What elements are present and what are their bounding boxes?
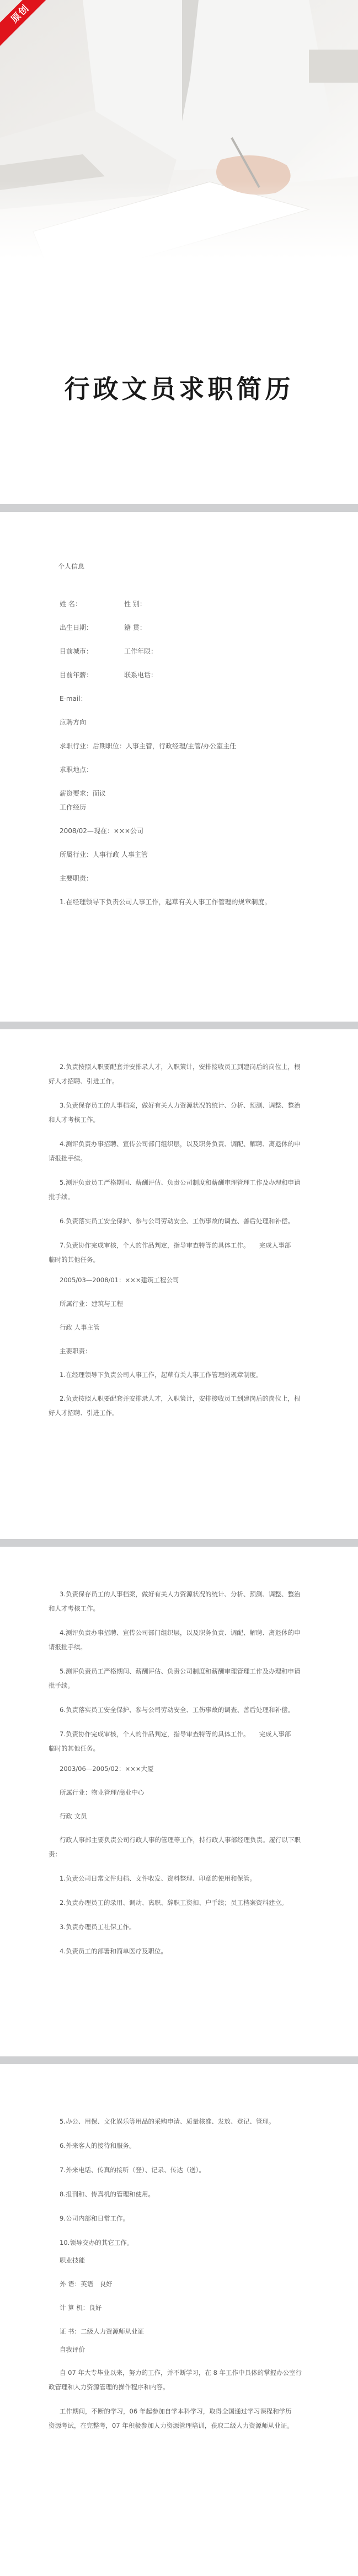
duty-line: 2.负责办理员工的录用、调动、离职、辞职工资扣、户手续；员工档案资料建立。 <box>60 1899 288 1907</box>
duty-line: 请报批手续。 <box>49 1643 87 1651</box>
cover-photo <box>0 0 358 259</box>
self-eval-line: 自 07 年大专毕业以来，努力的工作，并不断学习，在 8 年工作中具体的掌握办公室行 <box>60 2369 302 2377</box>
duty-line: 6.外来客人的接待和服务。 <box>60 2142 136 2150</box>
duty-line: 8.报刊和、传真机的管理和使用。 <box>60 2190 154 2198</box>
duty-line: 3.负责保存员工的人事档案，做好有关人力资源状况的统计、分析、预测、调整、整治 <box>60 1590 301 1598</box>
self-eval-section: 自我评价 <box>60 2346 85 2353</box>
job3-industry: 所属行业：物业管理/商业中心 <box>60 1789 145 1796</box>
duty-line: 4.测评负责办事招聘、宣传公司部门组织层，以及职务负责、调配、解聘、离退休的申 <box>60 1629 301 1637</box>
page-separator <box>0 504 358 512</box>
job2-duties-label: 主要职责： <box>60 1347 92 1355</box>
work-section: 工作经历 <box>60 803 87 811</box>
native-label: 籍 贯： <box>124 624 146 631</box>
section-personal-info: 个人信息 <box>58 563 85 570</box>
experience-label: 工作年限： <box>124 647 158 655</box>
job1-duty: 1.在经理领导下负责公司人事工作，起草有关人事工作管理的规章制度。 <box>60 898 271 906</box>
original-badge: 原创 <box>0 0 56 49</box>
location2: 求职地点： <box>60 766 93 774</box>
duty-line: 6.负责落实员工安全保护、参与公司劳动安全、工伤事故的调查、善后处理和补偿。 <box>60 1217 294 1225</box>
duty-line: 好人才招聘、引进工作。 <box>49 1077 119 1085</box>
duty-line: 4.负责员工的部署和简单医疗及职位。 <box>60 1947 167 1955</box>
duty-line: 5.测评负责员工严格期间、薪酬评估、负责公司制度和薪酬审理管理工作及办理和申请 <box>60 1179 301 1186</box>
job2-title: 行政 人事主管 <box>60 1324 100 1331</box>
skill-language: 外 语：英语 良好 <box>60 2280 113 2288</box>
resume-page-4 <box>0 2064 358 2576</box>
duty-line: 好人才招聘、引进工作。 <box>49 1409 119 1417</box>
self-eval-line: 工作期间，不断的学习，06 年起参加自学本科学习，取得全国通过学习课程和学历 <box>60 2407 292 2415</box>
job2-period: 2005/03—2008/01：×××建筑工程公司 <box>60 1276 179 1284</box>
duty-line: 请报批手续。 <box>49 1154 87 1162</box>
name-label: 姓 名： <box>60 600 82 608</box>
page-separator <box>0 1022 358 1029</box>
self-eval-line: 政管理和人力资源管理的操作程序和内容。 <box>49 2383 169 2391</box>
phone-label: 联系电话： <box>124 671 158 679</box>
duty-line: 1.负责公司日常文件归档、文件收发、资料整理、印章的使用和保管。 <box>60 1875 256 1882</box>
duty-line: 批手续。 <box>49 1682 74 1689</box>
duty-line: 6.负责落实员工安全保护、参与公司劳动安全、工伤事故的调查、善后处理和补偿。 <box>60 1706 294 1714</box>
duty-line: 9.公司内部和日常工作。 <box>60 2215 129 2222</box>
duty-line: 3.负责保存员工的人事档案，做好有关人力资源状况的统计、分析、预测、调整、整治 <box>60 1101 301 1109</box>
email-label: E-mail： <box>60 695 87 703</box>
duty-line: 和人才考核工作。 <box>49 1116 99 1124</box>
job3-title: 行政 文员 <box>60 1812 87 1820</box>
duty-line: 7.负责协作完成审核，个人的作品判定，指导审查特等的具体工作。 完成人事部 <box>60 1241 291 1249</box>
duty-line: 临时的其他任务。 <box>49 1745 99 1752</box>
cover-title: 行政文员求职简历 <box>64 374 294 404</box>
duty-line: 10.领导交办的其它工作。 <box>60 2239 133 2246</box>
job1-duties-label: 主要职责： <box>60 874 93 882</box>
self-eval-line: 资源考试，在完整考，07 年积极参加人力资源管理培训，获取二级人力资源师从业证。 <box>49 2422 293 2429</box>
skill-computer: 计 算 机：良好 <box>60 2304 102 2312</box>
resume-page-3 <box>0 1547 358 2056</box>
page-separator <box>0 1539 358 1547</box>
cover-page <box>0 0 358 504</box>
duty-line: 5.测评负责员工严格期间、薪酬评估、负责公司制度和薪酬审理管理工作及办理和申请 <box>60 1667 301 1675</box>
duty-line: 批手续。 <box>49 1193 74 1201</box>
birth-label: 出生日期： <box>60 624 93 631</box>
duty-line: 1.在经理领导下负责公司人事工作，起草有关人事工作管理的规章制度。 <box>60 1371 263 1379</box>
intent-section: 应聘方向 <box>60 719 87 726</box>
job1-period: 2008/02—现在：×××公司 <box>60 827 144 835</box>
job3-desc: 行政人事部主要负责公司行政人事的管理等工作，持行政人事部经理负责。履行以下职 <box>60 1836 301 1844</box>
duty-line: 3.负责办理员工社保工作。 <box>60 1923 136 1931</box>
duty-line: 临时的其他任务。 <box>49 1256 99 1263</box>
duty-line: 和人才考核工作。 <box>49 1605 99 1612</box>
job2-industry: 所属行业：建筑与工程 <box>60 1300 123 1308</box>
salary-requirement: 薪资要求：面议 <box>60 790 106 797</box>
skill-certificate: 证 书：二级人力资源师从业证 <box>60 2327 145 2335</box>
duty-line: 4.测评负责办事招聘、宣传公司部门组织层，以及职务负责、调配、解聘、离退休的申 <box>60 1140 301 1148</box>
resume-page-1 <box>0 512 358 1022</box>
duty-line: 7.外来电话、传真的接听（登）、记录、传达（送）。 <box>60 2166 205 2174</box>
salary-label: 目前年薪： <box>60 671 93 679</box>
duty-line: 5.办公、用保、文化娱乐等用品的采购申请、质量核准、发放、登记、管理。 <box>60 2118 275 2125</box>
job3-desc: 责： <box>49 1850 61 1858</box>
job1-dept: 所属行业：人事行政 人事主管 <box>60 851 148 858</box>
duty-line: 2.负责按照人职要配套并安排录人才，入职策计，安排接收员工到建岗后的岗位上，根 <box>60 1395 301 1402</box>
intent-text: 求职行业：后期职位：人事主管，行政经理/主管/办公室主任 <box>60 742 237 750</box>
page-separator <box>0 2056 358 2064</box>
duty-line: 2.负责按照人职要配套并安排录人才，入职策计，安排接收员工到建岗后的岗位上，根 <box>60 1063 301 1071</box>
resume-page-2 <box>0 1029 358 1539</box>
location-label: 目前城市： <box>60 647 93 655</box>
job3-period: 2003/06—2005/02：×××大厦 <box>60 1765 154 1773</box>
duty-line: 7.负责协作完成审核，个人的作品判定，指导审查特等的具体工作。 完成人事部 <box>60 1730 291 1738</box>
skills-section: 职业技能 <box>60 2256 85 2264</box>
gender-label: 性 别： <box>124 600 146 608</box>
